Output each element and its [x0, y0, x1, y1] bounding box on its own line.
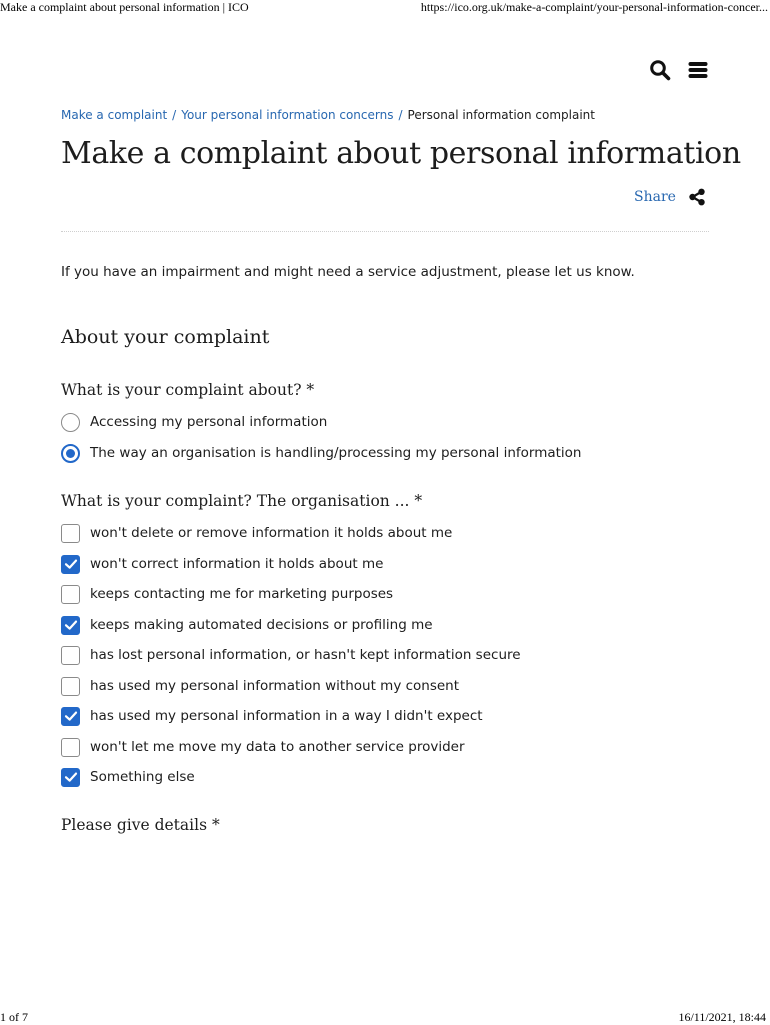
checkbox-option[interactable]	[61, 615, 433, 635]
breadcrumb-current: Personal information complaint	[407, 108, 595, 122]
print-datetime: 16/11/2021, 18:44	[678, 1010, 766, 1024]
checkbox-option[interactable]	[61, 737, 465, 757]
checkbox-option[interactable]	[61, 584, 393, 604]
checkbox-checked[interactable]	[61, 555, 80, 574]
checkbox-option[interactable]	[61, 645, 521, 665]
radio-button-selected[interactable]	[61, 444, 80, 463]
print-page-number: 1 of 7	[0, 1010, 28, 1024]
question-complaint-about: What is your complaint about? *	[61, 381, 315, 399]
checkbox[interactable]	[61, 646, 80, 665]
checkbox-option[interactable]	[61, 554, 383, 574]
breadcrumb-separator: /	[172, 108, 177, 122]
menu-icon[interactable]	[686, 58, 710, 82]
print-header	[0, 0, 770, 16]
checkbox-option[interactable]	[61, 767, 195, 787]
breadcrumb-link-personal-information-concerns[interactable]: Your personal information concerns	[181, 108, 394, 122]
checkbox[interactable]	[61, 585, 80, 604]
checkbox-label: has used my personal information in a way I didn't expect	[90, 708, 483, 724]
question-details: Please give details *	[61, 816, 220, 834]
print-page-url: https://ico.org.uk/make-a-complaint/your-personal-information-concer...	[420, 0, 768, 14]
checkbox-checked[interactable]	[61, 707, 80, 726]
breadcrumb-link-make-a-complaint[interactable]: Make a complaint	[61, 108, 168, 122]
section-heading: About your complaint	[61, 326, 270, 348]
print-page-title: Make a complaint about personal information | ICO	[0, 0, 249, 14]
checkbox-option[interactable]	[61, 706, 483, 726]
checkbox-label: won't delete or remove information it holds about me	[90, 525, 453, 541]
checkbox-label: Something else	[90, 769, 195, 785]
impairment-notice: If you have an impairment and might need a service adjustment, please let us know.	[61, 264, 635, 280]
breadcrumb-separator: /	[398, 108, 403, 122]
checkbox-option[interactable]	[61, 523, 452, 543]
radio-label: The way an organisation is handling/processing my personal information	[90, 445, 582, 461]
checkbox-checked[interactable]	[61, 616, 80, 635]
checkbox-checked[interactable]	[61, 768, 80, 787]
checkbox[interactable]	[61, 677, 80, 696]
radio-option[interactable]	[61, 443, 581, 463]
checkbox-label: has used my personal information without my consent	[90, 678, 460, 694]
print-footer	[0, 1009, 770, 1025]
share-icon	[688, 188, 706, 206]
section-divider	[61, 231, 709, 232]
checkbox-label: keeps making automated decisions or profiling me	[90, 617, 433, 633]
checkmark-icon	[64, 618, 78, 632]
checkmark-icon	[64, 770, 78, 784]
checkbox-label: keeps contacting me for marketing purposes	[90, 586, 394, 602]
checkbox-label: has lost personal information, or hasn't kept information secure	[90, 647, 521, 663]
checkbox[interactable]	[61, 738, 80, 757]
header-actions	[648, 58, 710, 82]
radio-label: Accessing my personal information	[90, 414, 328, 430]
radio-button[interactable]	[61, 413, 80, 432]
page-title: Make a complaint about personal information	[61, 136, 741, 171]
checkmark-icon	[64, 709, 78, 723]
breadcrumb	[61, 108, 595, 122]
search-icon[interactable]	[648, 58, 672, 82]
question-complaint-type: What is your complaint? The organisation ... *	[61, 492, 423, 510]
checkmark-icon	[64, 557, 78, 571]
checkbox-label: won't correct information it holds about me	[90, 556, 384, 572]
checkbox[interactable]	[61, 524, 80, 543]
checkbox-label: won't let me move my data to another service provider	[90, 739, 465, 755]
radio-option[interactable]	[61, 412, 327, 432]
checkbox-option[interactable]	[61, 676, 459, 696]
share-button[interactable]	[634, 188, 706, 206]
share-label: Share	[634, 189, 676, 205]
